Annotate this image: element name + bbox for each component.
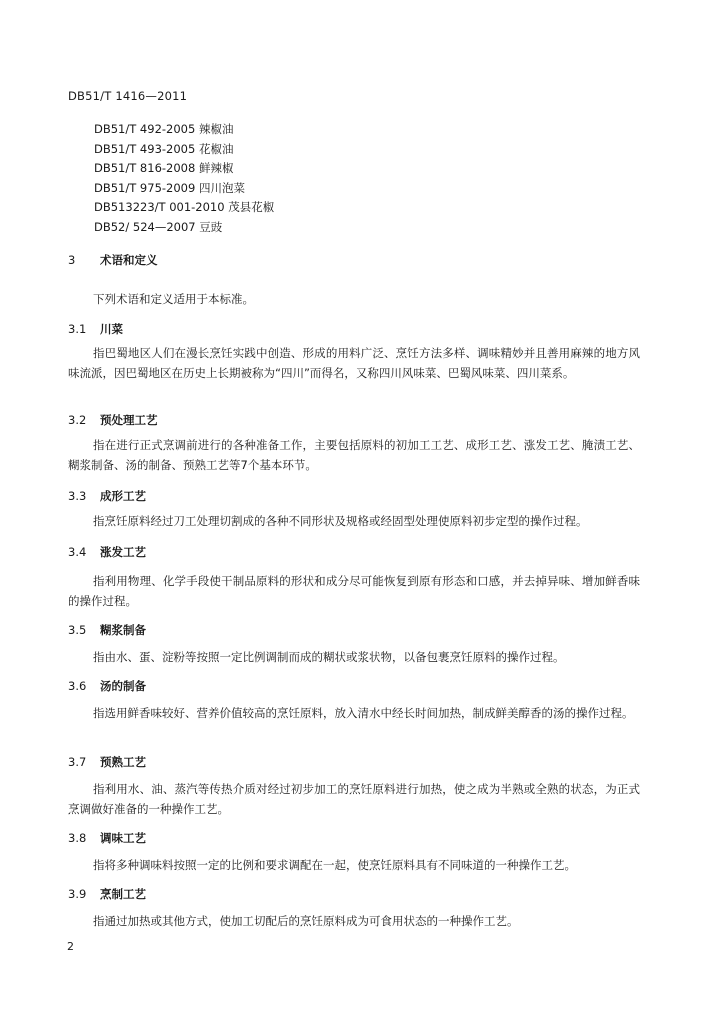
term-heading (68, 544, 146, 560)
page-number: 2 (67, 940, 74, 953)
normative-references-list (94, 120, 274, 238)
term-definition: 指巴蜀地区人们在漫长烹饪实践中创造、形成的用料广泛、烹饪方法多样、调味精妙并且善用麻辣的地方风味流派，因巴蜀地区在历史上长期被称为“四川”而得名，又称四川风味菜、巴蜀风味菜、四川菜系。 (68, 346, 640, 380)
reference-item: DB51/T 492-2005 辣椒油 (94, 122, 234, 136)
term-number: 3.9 (68, 887, 87, 901)
reference-item: DB52/ 524—2007 豆豉 (94, 219, 223, 234)
reference-item: DB51/T 493-2005 花椒油 (94, 141, 234, 156)
term-number: 3.6 (68, 679, 87, 693)
term-heading (68, 488, 146, 504)
term-title: 涨发工艺 (100, 545, 146, 559)
term-title: 烹制工艺 (100, 887, 146, 901)
term-heading (68, 678, 146, 694)
term-number: 3.7 (68, 755, 87, 769)
reference-item: DB51/T 975-2009 四川泡菜 (94, 180, 245, 195)
term-number: 3.5 (68, 623, 87, 637)
reference-item: DB51/T 816-2008 鲜辣椒 (94, 161, 234, 176)
term-title: 成形工艺 (100, 489, 146, 503)
section-intro: 下列术语和定义适用于本标准。 (93, 292, 254, 306)
term-number: 3.2 (68, 413, 87, 427)
term-title: 调味工艺 (100, 831, 146, 845)
term-title: 汤的制备 (100, 679, 146, 693)
term-definition: 指在进行正式烹调前进行的各种准备工作，主要包括原料的初加工工艺、成形工艺、涨发工艺、腌渍工艺、糊浆制备、汤的制备、预熟工艺等7个基本环节。 (68, 438, 640, 472)
term-definition: 指利用水、油、蒸汽等传热介质对经过初步加工的烹饪原料进行加热，使之成为半熟或全熟的状态，为正式烹调做好准备的一种操作工艺。 (68, 782, 640, 816)
term-heading (68, 321, 123, 337)
term-definition: 指通过加热或其他方式，使加工切配后的烹饪原料成为可食用状态的一种操作工艺。 (93, 914, 519, 928)
term-number: 3.3 (68, 489, 87, 503)
term-heading (68, 412, 158, 428)
term-title: 预处理工艺 (100, 413, 158, 427)
term-definition: 指利用物理、化学手段使干制品原料的形状和成分尽可能恢复到原有形态和口感，并去掉异味、增加鲜香味的操作过程。 (68, 574, 640, 608)
term-title: 糊浆制备 (100, 623, 146, 637)
term-definition: 指将多种调味料按照一定的比例和要求调配在一起，使烹饪原料具有不同味道的一种操作工艺。 (93, 858, 576, 872)
term-title: 川菜 (100, 322, 123, 336)
term-number: 3.1 (68, 322, 87, 336)
term-title: 预熟工艺 (100, 755, 146, 769)
term-heading (68, 886, 146, 902)
term-definition: 指选用鲜香味较好、营养价值较高的烹饪原料，放入清水中经长时间加热，制成鲜美醇香的汤的操作过程。 (93, 706, 634, 720)
term-number: 3.8 (68, 831, 87, 845)
document-id-header: DB51/T 1416—2011 (68, 89, 188, 103)
term-heading (68, 830, 146, 846)
section-title: 术语和定义 (100, 253, 158, 267)
term-definition: 指烹饪原料经过刀工处理切割成的各种不同形状及规格或经固型处理使原料初步定型的操作过程。 (93, 514, 588, 528)
term-heading (68, 622, 146, 638)
term-heading (68, 754, 146, 770)
section-heading (68, 252, 158, 268)
term-number: 3.4 (68, 545, 87, 559)
reference-item: DB513223/T 001-2010 茂县花椒 (94, 200, 275, 215)
term-definition: 指由水、蛋、淀粉等按照一定比例调制而成的糊状或浆状物，以备包裹烹饪原料的操作过程。 (93, 650, 565, 664)
section-number: 3 (68, 253, 76, 267)
